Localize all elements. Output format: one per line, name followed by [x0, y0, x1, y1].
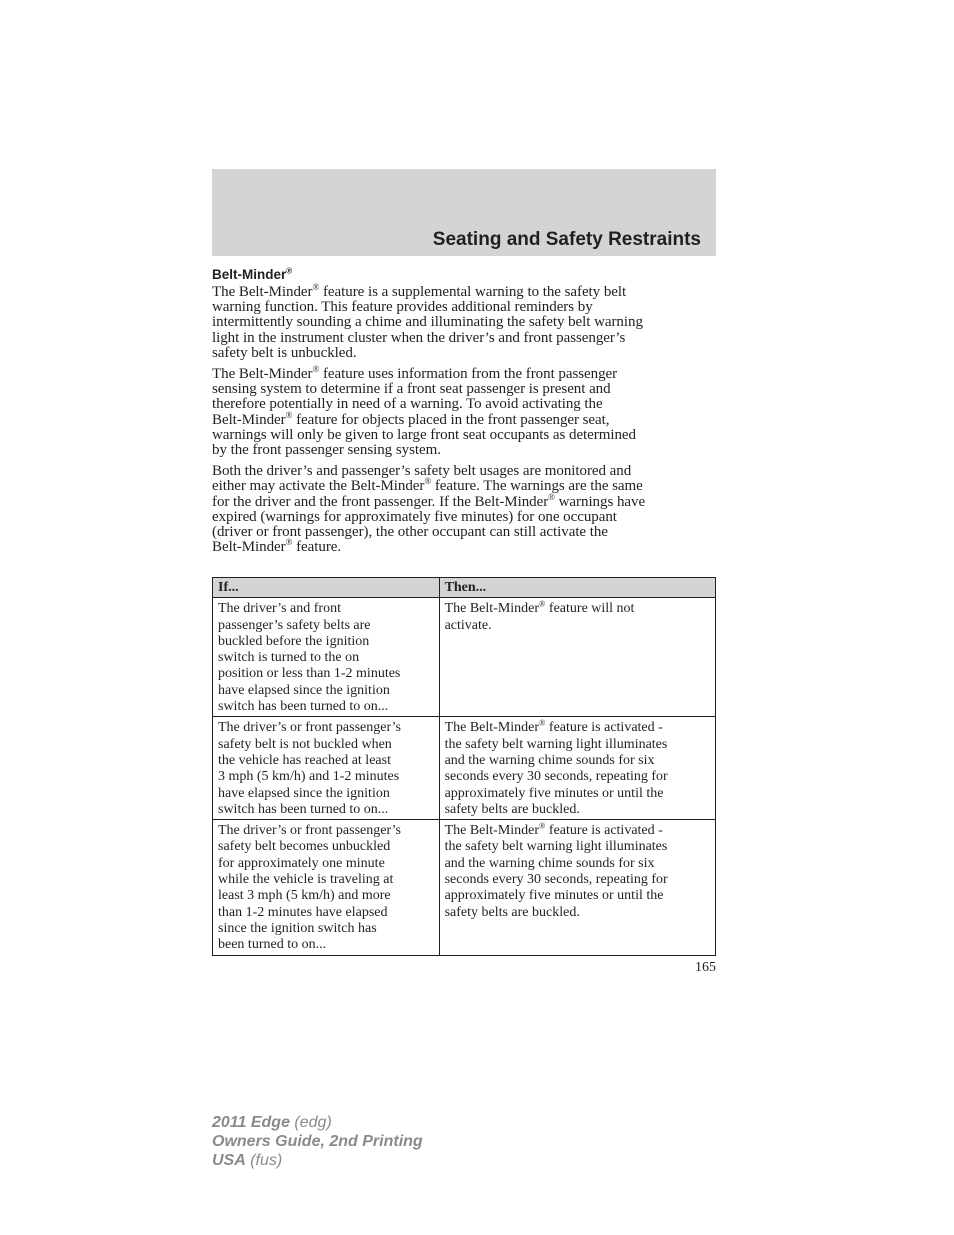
- column-header-if: If...: [213, 578, 440, 598]
- cell-line: than 1-2 minutes have elapsed: [218, 904, 388, 920]
- table-body: [213, 598, 716, 955]
- table-row: [213, 717, 716, 820]
- cell-line: for approximately one minute: [218, 855, 385, 871]
- document-footer: [212, 1113, 423, 1170]
- column-header-then: Then...: [439, 578, 715, 598]
- cell-line: since the ignition switch has: [218, 920, 377, 936]
- paragraph-line: Both the driver’s and passenger’s safety belt usages are monitored and: [212, 463, 632, 480]
- cell-line: switch has been turned to on...: [218, 699, 389, 715]
- table-row: [213, 598, 716, 717]
- cell-line: approximately five minutes or until the: [444, 888, 664, 904]
- footer-line-2: Owners Guide, 2nd Printing: [212, 1133, 423, 1150]
- body-paragraph: [212, 282, 716, 361]
- result-cell: [439, 598, 715, 717]
- paragraph-line: warnings will only be given to large front seat occupants as determined: [212, 426, 636, 443]
- result-cell: [439, 820, 715, 955]
- footer-line-1: [212, 1113, 423, 1132]
- cell-line: have elapsed since the ignition: [218, 682, 390, 698]
- cell-line: The driver’s and front: [218, 601, 341, 617]
- cell-line: safety belt is not buckled when: [218, 736, 392, 752]
- cell-line: seconds every 30 seconds, repeating for: [444, 872, 668, 888]
- cell-line: safety belt becomes unbuckled: [218, 839, 391, 855]
- cell-line: position or less than 1-2 minutes: [218, 666, 401, 682]
- main-content: [212, 266, 716, 561]
- body-paragraphs: [212, 282, 716, 556]
- cell-line: approximately five minutes or until the: [444, 785, 664, 801]
- cell-line: passenger’s safety belts are: [218, 617, 371, 633]
- paragraph-line: warning function. This feature provides additional reminders by: [212, 299, 593, 316]
- page-title: Seating and Safety Restraints: [432, 229, 701, 250]
- result-cell: [439, 717, 715, 820]
- cell-line: The Belt-Minder® feature is activated -: [444, 821, 663, 839]
- cell-line: while the vehicle is traveling at: [218, 872, 394, 888]
- paragraph-line: (driver or front passenger), the other occupant can still activate the: [212, 524, 608, 541]
- paragraph-line: The Belt-Minder® feature is a supplemental warning to the safety belt: [212, 282, 627, 300]
- cell-line: safety belts are buckled.: [444, 904, 580, 920]
- cell-line: the safety belt warning light illuminates: [444, 736, 668, 752]
- table-row: [213, 820, 716, 955]
- paragraph-line: Belt-Minder® feature for objects placed in the front passenger seat,: [212, 409, 610, 428]
- cell-line: have elapsed since the ignition: [218, 785, 390, 801]
- section-heading: [212, 266, 716, 284]
- section-header-band: [212, 169, 716, 256]
- cell-line: been turned to on...: [218, 937, 327, 953]
- paragraph-line: Belt-Minder® feature.: [212, 537, 342, 556]
- paragraph-line: either may activate the Belt-Minder® feature. The warnings are the same: [212, 476, 643, 495]
- paragraph-line: safety belt is unbuckled.: [212, 344, 357, 361]
- page-number: 165: [695, 960, 716, 975]
- cell-line: and the warning chime sounds for six: [444, 855, 655, 871]
- cell-line: The driver’s or front passenger’s: [218, 823, 401, 839]
- footer-model: 2011 Edge: [212, 1114, 290, 1131]
- paragraph-line: sensing system to determine if a front seat passenger is present and: [212, 381, 611, 398]
- cell-line: safety belts are buckled.: [444, 801, 580, 817]
- paragraph-line: expired (warnings for approximately five minutes) for one occupant: [212, 508, 617, 525]
- section-heading-text: Belt-Minder: [212, 267, 287, 282]
- cell-line: 3 mph (5 km/h) and 1-2 minutes: [218, 769, 400, 785]
- footer-line-3: [212, 1151, 423, 1170]
- cell-line: The Belt-Minder® feature is activated -: [444, 718, 663, 736]
- cell-line: activate.: [444, 617, 492, 633]
- cell-line: the safety belt warning light illuminates: [444, 839, 668, 855]
- cell-line: The driver’s or front passenger’s: [218, 720, 401, 736]
- paragraph-line: light in the instrument cluster when the driver’s and front passenger’s: [212, 329, 626, 346]
- cell-line: the vehicle has reached at least: [218, 752, 391, 768]
- condition-cell: [213, 820, 440, 955]
- body-paragraph: [212, 364, 716, 459]
- paragraph-line: The Belt-Minder® feature uses information from the front passenger: [212, 364, 618, 383]
- paragraph-line: intermittently sounding a chime and illuminating the safety belt warning: [212, 314, 643, 331]
- cell-line: seconds every 30 seconds, repeating for: [444, 769, 668, 785]
- condition-cell: [213, 598, 440, 717]
- footer-market: USA: [212, 1152, 246, 1169]
- cell-line: switch is turned to the on: [218, 650, 360, 666]
- footer-market-code: (fus): [245, 1152, 283, 1169]
- cell-line: switch has been turned to on...: [218, 801, 389, 817]
- paragraph-line: therefore potentially in need of a warning. To avoid activating the: [212, 396, 603, 413]
- footer-model-code: (edg): [289, 1114, 332, 1131]
- table-header-row: [213, 578, 716, 598]
- cell-line: least 3 mph (5 km/h) and more: [218, 888, 391, 904]
- paragraph-line: for the driver and the front passenger. If the Belt-Minder® warnings have: [212, 491, 646, 510]
- paragraph-line: by the front passenger sensing system.: [212, 442, 441, 459]
- cell-line: buckled before the ignition: [218, 633, 370, 649]
- body-paragraph: [212, 464, 716, 555]
- cell-line: The Belt-Minder® feature will not: [444, 599, 635, 617]
- cell-line: and the warning chime sounds for six: [444, 752, 655, 768]
- registered-mark: ®: [286, 266, 293, 276]
- condition-cell: [213, 717, 440, 820]
- belt-minder-table: [212, 577, 716, 956]
